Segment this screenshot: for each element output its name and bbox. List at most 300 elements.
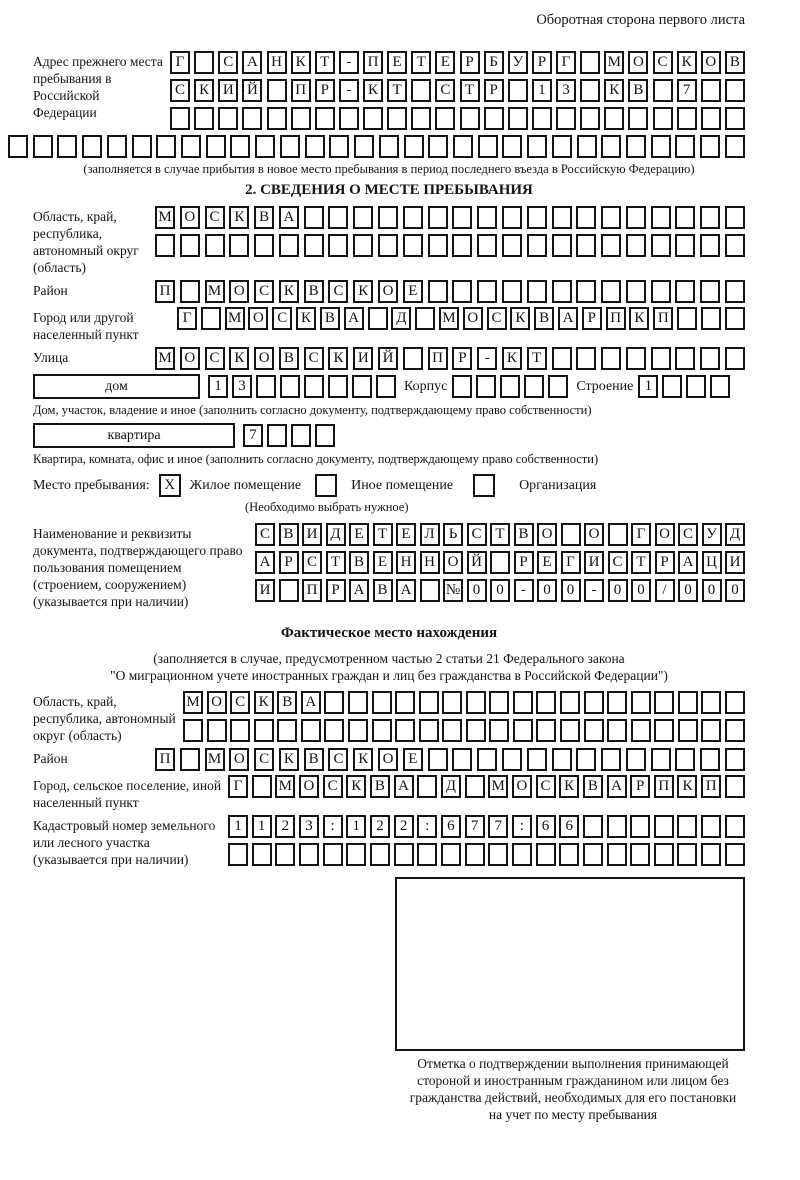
char-box[interactable] [442,691,462,714]
char-box[interactable] [378,234,398,257]
char-box[interactable] [379,135,399,158]
char-box[interactable] [701,107,721,130]
char-box[interactable]: - [339,51,359,74]
char-box[interactable] [700,206,720,229]
char-box[interactable]: С [467,523,487,546]
char-box[interactable] [489,691,509,714]
char-box[interactable] [577,135,597,158]
char-box[interactable]: В [254,206,274,229]
char-box[interactable]: С [254,748,274,771]
char-box[interactable] [229,234,249,257]
char-box[interactable] [252,843,272,866]
char-box[interactable]: М [205,748,225,771]
char-box[interactable]: К [353,280,373,303]
char-box[interactable]: 7 [677,79,697,102]
char-box[interactable] [583,815,603,838]
char-box[interactable] [252,775,272,798]
char-box[interactable] [328,206,348,229]
char-box[interactable] [328,234,348,257]
char-box[interactable]: О [655,523,675,546]
char-box[interactable] [584,719,604,742]
char-box[interactable]: 2 [275,815,295,838]
char-box[interactable] [700,347,720,370]
char-box[interactable] [536,691,556,714]
char-box[interactable] [57,135,77,158]
char-box[interactable] [677,307,697,330]
char-box[interactable]: Е [349,523,369,546]
char-box[interactable] [376,375,396,398]
char-box[interactable]: Д [391,307,411,330]
char-box[interactable]: / [655,579,675,602]
char-box[interactable]: К [291,51,311,74]
char-box[interactable]: О [180,206,200,229]
char-box[interactable] [527,135,547,158]
char-box[interactable] [532,107,552,130]
char-box[interactable] [477,748,497,771]
char-box[interactable]: О [628,51,648,74]
char-box[interactable]: К [353,748,373,771]
char-box[interactable] [267,424,287,447]
char-box[interactable] [675,135,695,158]
char-box[interactable]: С [328,748,348,771]
char-box[interactable]: Т [490,523,510,546]
char-box[interactable] [372,719,392,742]
char-box[interactable]: А [255,551,275,574]
char-box[interactable] [725,280,745,303]
char-box[interactable] [626,347,646,370]
char-box[interactable] [500,375,520,398]
char-box[interactable]: М [225,307,245,330]
char-box[interactable]: Г [177,307,197,330]
char-box[interactable]: Е [537,551,557,574]
char-box[interactable] [651,135,671,158]
char-box[interactable] [626,135,646,158]
char-box[interactable] [601,135,621,158]
char-box[interactable]: К [677,775,697,798]
char-box[interactable] [299,843,319,866]
char-box[interactable]: В [279,523,299,546]
char-box[interactable] [478,135,498,158]
char-box[interactable] [626,234,646,257]
char-box[interactable]: 0 [490,579,510,602]
char-box[interactable] [279,579,299,602]
char-box[interactable]: И [584,551,604,574]
char-box[interactable] [315,424,335,447]
char-box[interactable] [677,815,697,838]
char-box[interactable] [420,579,440,602]
char-box[interactable] [256,375,276,398]
char-box[interactable] [460,107,480,130]
char-box[interactable]: К [254,691,274,714]
char-box[interactable]: В [304,280,324,303]
char-box[interactable] [626,280,646,303]
char-box[interactable] [701,843,721,866]
char-box[interactable] [352,375,372,398]
char-box[interactable] [601,234,621,257]
char-box[interactable]: К [502,347,522,370]
char-box[interactable]: Е [387,51,407,74]
char-box[interactable]: 7 [465,815,485,838]
char-box[interactable]: Т [373,523,393,546]
char-box[interactable]: К [677,51,697,74]
char-box[interactable]: Р [630,775,650,798]
char-box[interactable] [411,107,431,130]
char-box[interactable]: 0 [608,579,628,602]
char-box[interactable] [180,748,200,771]
char-box[interactable] [403,206,423,229]
char-box[interactable]: : [417,815,437,838]
char-box[interactable] [700,748,720,771]
char-box[interactable] [267,107,287,130]
stay-type-checkbox-organization[interactable] [473,474,495,497]
char-box[interactable] [677,843,697,866]
char-box[interactable]: О [463,307,483,330]
char-box[interactable] [527,234,547,257]
char-box[interactable] [725,135,745,158]
char-box[interactable]: Е [403,748,423,771]
char-box[interactable]: Р [326,579,346,602]
char-box[interactable] [502,135,522,158]
char-box[interactable] [363,107,383,130]
char-box[interactable] [387,107,407,130]
char-box[interactable] [631,719,651,742]
char-box[interactable]: С [653,51,673,74]
char-box[interactable] [725,206,745,229]
char-box[interactable] [465,843,485,866]
char-box[interactable]: 7 [488,815,508,838]
char-box[interactable]: П [291,79,311,102]
char-box[interactable] [490,551,510,574]
char-box[interactable]: С [254,280,274,303]
char-box[interactable] [725,107,745,130]
char-box[interactable] [201,307,221,330]
char-box[interactable]: П [653,307,673,330]
char-box[interactable]: Д [725,523,745,546]
char-box[interactable] [477,206,497,229]
char-box[interactable]: Й [242,79,262,102]
char-box[interactable] [206,135,226,158]
char-box[interactable]: К [229,347,249,370]
char-box[interactable] [527,748,547,771]
char-box[interactable] [700,280,720,303]
char-box[interactable]: О [537,523,557,546]
char-box[interactable] [339,107,359,130]
char-box[interactable]: В [304,748,324,771]
char-box[interactable] [502,748,522,771]
char-box[interactable]: К [229,206,249,229]
char-box[interactable]: Й [467,551,487,574]
char-box[interactable]: - [477,347,497,370]
stay-type-checkbox-other[interactable] [315,474,337,497]
char-box[interactable]: П [428,347,448,370]
char-box[interactable]: О [378,280,398,303]
char-box[interactable]: Г [561,551,581,574]
char-box[interactable]: 1 [638,375,658,398]
char-box[interactable]: 0 [467,579,487,602]
char-box[interactable] [508,79,528,102]
char-box[interactable] [630,815,650,838]
char-box[interactable]: Р [452,347,472,370]
char-box[interactable]: О [512,775,532,798]
char-box[interactable] [675,347,695,370]
char-box[interactable] [678,719,698,742]
char-box[interactable]: К [194,79,214,102]
char-box[interactable] [631,691,651,714]
char-box[interactable]: Т [326,551,346,574]
char-box[interactable] [419,719,439,742]
char-box[interactable] [230,135,250,158]
char-box[interactable] [404,135,424,158]
char-box[interactable] [700,234,720,257]
char-box[interactable]: И [218,79,238,102]
char-box[interactable]: И [302,523,322,546]
char-box[interactable] [107,135,127,158]
char-box[interactable] [552,234,572,257]
char-box[interactable]: 7 [243,424,263,447]
char-box[interactable]: И [255,579,275,602]
char-box[interactable]: - [339,79,359,102]
char-box[interactable]: К [604,79,624,102]
char-box[interactable]: О [207,691,227,714]
char-box[interactable]: М [439,307,459,330]
char-box[interactable]: П [701,775,721,798]
char-box[interactable]: 0 [561,579,581,602]
char-box[interactable] [710,375,730,398]
char-box[interactable]: С [608,551,628,574]
char-box[interactable] [607,815,627,838]
char-box[interactable]: В [534,307,554,330]
char-box[interactable] [628,107,648,130]
char-box[interactable]: А [242,51,262,74]
char-box[interactable]: 0 [537,579,557,602]
char-box[interactable] [428,234,448,257]
char-box[interactable]: С [304,347,324,370]
char-box[interactable]: В [349,551,369,574]
char-box[interactable]: С [272,307,292,330]
char-box[interactable] [370,843,390,866]
char-box[interactable]: С [170,79,190,102]
char-box[interactable] [218,107,238,130]
char-box[interactable] [651,206,671,229]
char-box[interactable]: 0 [631,579,651,602]
char-box[interactable]: А [394,775,414,798]
char-box[interactable]: А [558,307,578,330]
char-box[interactable] [329,135,349,158]
char-box[interactable] [559,843,579,866]
char-box[interactable] [291,424,311,447]
char-box[interactable] [279,234,299,257]
char-box[interactable]: 2 [394,815,414,838]
char-box[interactable]: И [353,347,373,370]
char-box[interactable]: С [536,775,556,798]
char-box[interactable] [536,843,556,866]
char-box[interactable] [428,206,448,229]
char-box[interactable] [513,719,533,742]
char-box[interactable] [651,748,671,771]
char-box[interactable]: А [349,579,369,602]
char-box[interactable]: С [678,523,698,546]
char-box[interactable] [194,51,214,74]
char-box[interactable]: Р [514,551,534,574]
char-box[interactable] [601,347,621,370]
char-box[interactable] [548,375,568,398]
char-box[interactable] [419,691,439,714]
char-box[interactable]: Р [655,551,675,574]
char-box[interactable] [552,206,572,229]
char-box[interactable] [654,815,674,838]
char-box[interactable] [442,719,462,742]
char-box[interactable] [255,135,275,158]
char-box[interactable] [576,748,596,771]
char-box[interactable]: 3 [556,79,576,102]
char-box[interactable] [725,691,745,714]
char-box[interactable]: Б [484,51,504,74]
char-box[interactable] [254,719,274,742]
char-box[interactable]: П [606,307,626,330]
char-box[interactable] [304,234,324,257]
char-box[interactable] [601,206,621,229]
char-box[interactable]: К [363,79,383,102]
char-box[interactable] [348,719,368,742]
char-box[interactable]: М [155,347,175,370]
char-box[interactable]: Т [387,79,407,102]
char-box[interactable]: П [155,280,175,303]
char-box[interactable]: О [701,51,721,74]
char-box[interactable] [725,843,745,866]
char-box[interactable] [465,775,485,798]
char-box[interactable]: В [320,307,340,330]
char-box[interactable] [675,206,695,229]
char-box[interactable] [378,206,398,229]
char-box[interactable] [324,719,344,742]
char-box[interactable] [242,107,262,130]
char-box[interactable] [527,280,547,303]
char-box[interactable]: С [435,79,455,102]
char-box[interactable] [725,748,745,771]
char-box[interactable]: О [229,748,249,771]
char-box[interactable] [368,307,388,330]
char-box[interactable] [725,775,745,798]
char-box[interactable]: М [275,775,295,798]
char-box[interactable] [411,79,431,102]
char-box[interactable] [701,719,721,742]
char-box[interactable] [686,375,706,398]
char-box[interactable] [576,280,596,303]
char-box[interactable]: Р [582,307,602,330]
char-box[interactable]: Р [279,551,299,574]
char-box[interactable]: С [487,307,507,330]
char-box[interactable] [654,691,674,714]
char-box[interactable]: С [328,280,348,303]
char-box[interactable] [662,375,682,398]
char-box[interactable] [576,234,596,257]
char-box[interactable] [207,719,227,742]
char-box[interactable]: О [584,523,604,546]
char-box[interactable]: К [279,280,299,303]
char-box[interactable] [466,719,486,742]
char-box[interactable]: - [514,579,534,602]
char-box[interactable] [315,107,335,130]
char-box[interactable]: Т [315,51,335,74]
char-box[interactable] [725,234,745,257]
char-box[interactable] [466,691,486,714]
char-box[interactable] [484,107,504,130]
char-box[interactable]: А [607,775,627,798]
char-box[interactable] [132,135,152,158]
char-box[interactable] [725,347,745,370]
char-box[interactable] [394,843,414,866]
char-box[interactable]: С [205,347,225,370]
char-box[interactable] [677,107,697,130]
char-box[interactable] [304,375,324,398]
char-box[interactable] [291,107,311,130]
char-box[interactable]: Й [378,347,398,370]
char-box[interactable] [452,280,472,303]
char-box[interactable]: В [725,51,745,74]
char-box[interactable] [701,815,721,838]
char-box[interactable]: Т [411,51,431,74]
char-box[interactable] [584,691,604,714]
char-box[interactable] [725,79,745,102]
char-box[interactable]: К [559,775,579,798]
char-box[interactable] [576,347,596,370]
char-box[interactable]: 0 [725,579,745,602]
char-box[interactable] [630,843,650,866]
char-box[interactable] [725,307,745,330]
char-box[interactable]: А [344,307,364,330]
char-box[interactable]: Н [267,51,287,74]
char-box[interactable]: Д [326,523,346,546]
char-box[interactable] [452,234,472,257]
char-box[interactable] [560,691,580,714]
char-box[interactable]: А [396,579,416,602]
char-box[interactable] [513,691,533,714]
char-box[interactable] [512,843,532,866]
char-box[interactable] [476,375,496,398]
char-box[interactable] [489,719,509,742]
char-box[interactable]: А [279,206,299,229]
char-box[interactable] [428,135,448,158]
char-box[interactable] [607,843,627,866]
char-box[interactable] [675,748,695,771]
char-box[interactable] [435,107,455,130]
char-box[interactable] [552,748,572,771]
char-box[interactable] [488,843,508,866]
char-box[interactable] [626,206,646,229]
char-box[interactable] [536,719,556,742]
char-box[interactable]: О [378,748,398,771]
char-box[interactable] [254,234,274,257]
char-box[interactable] [353,206,373,229]
char-box[interactable] [170,107,190,130]
char-box[interactable]: 3 [232,375,252,398]
char-box[interactable] [508,107,528,130]
char-box[interactable]: 1 [228,815,248,838]
char-box[interactable] [477,280,497,303]
char-box[interactable] [372,691,392,714]
char-box[interactable]: : [323,815,343,838]
char-box[interactable]: 0 [678,579,698,602]
char-box[interactable]: М [488,775,508,798]
char-box[interactable]: У [508,51,528,74]
char-box[interactable] [180,280,200,303]
char-box[interactable] [194,107,214,130]
char-box[interactable] [452,375,472,398]
char-box[interactable]: С [323,775,343,798]
char-box[interactable] [502,206,522,229]
char-box[interactable]: 6 [559,815,579,838]
char-box[interactable]: О [443,551,463,574]
